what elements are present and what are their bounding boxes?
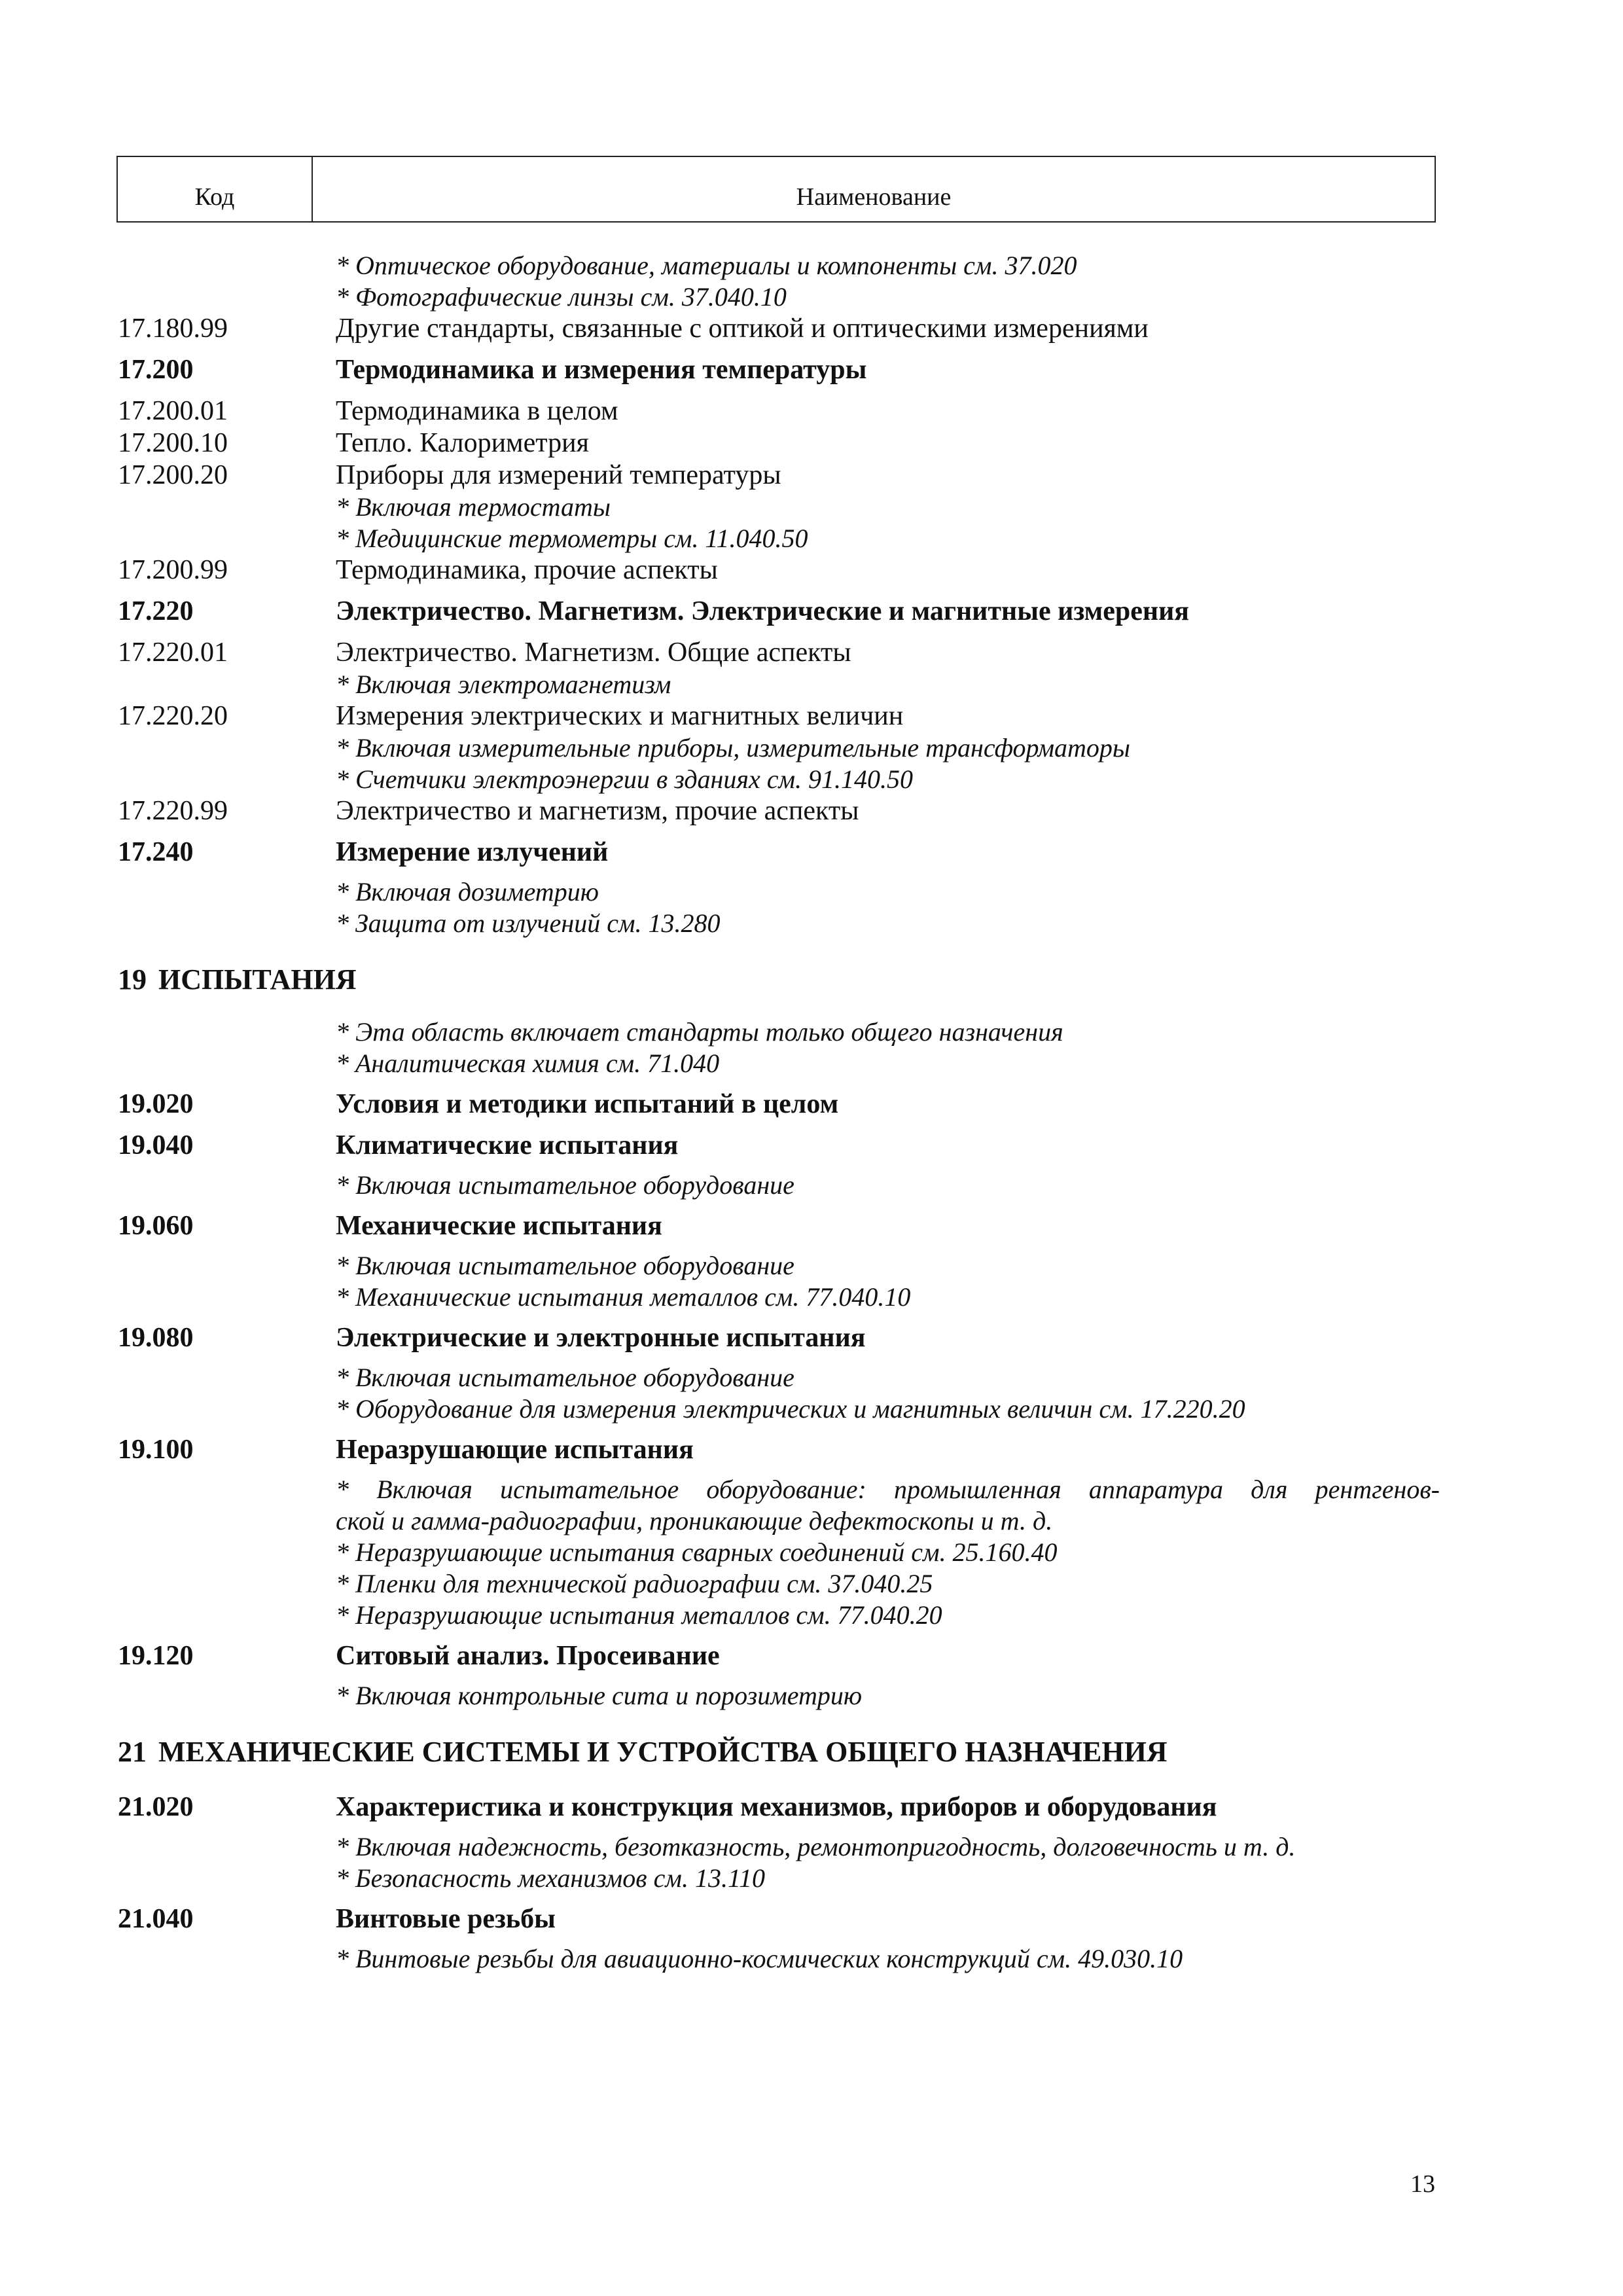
entry-code: 17.220.99 bbox=[118, 796, 228, 826]
group-row bbox=[118, 1088, 1440, 1121]
note-group bbox=[336, 250, 1440, 313]
entry-title: Условия и методики испытаний в целом bbox=[336, 1089, 839, 1119]
note-line: ской и гамма-радиографии, проникающие дефектоскопы и т. д. bbox=[336, 1506, 1053, 1535]
entry-title: Другие стандарты, связанные с оптикой и оптическими измерениями bbox=[336, 314, 1149, 344]
note-line: * Оптическое оборудование, материалы и компоненты см. 37.020 bbox=[336, 251, 1077, 280]
entry-title: Термодинамика и измерения температуры bbox=[336, 355, 867, 385]
entry-code: 17.220.20 bbox=[118, 701, 228, 731]
subgroup-row bbox=[118, 700, 1440, 732]
note-line: * Оборудование для измерения электрических и магнитных величин см. 17.220.20 bbox=[336, 1394, 1245, 1424]
entry-code: 21.020 bbox=[118, 1792, 194, 1822]
entry-code: 17.200 bbox=[118, 355, 194, 385]
note-line: * Неразрушающие испытания сварных соединений см. 25.160.40 bbox=[336, 1537, 1058, 1567]
entry-code: 19.100 bbox=[118, 1435, 194, 1465]
entry-code: 17.220 bbox=[118, 596, 194, 626]
group-row bbox=[118, 596, 1440, 628]
group-row bbox=[118, 1903, 1440, 1935]
note-group bbox=[336, 669, 1440, 700]
note-line: * Включая испытательное оборудование bbox=[336, 1363, 794, 1392]
header-code-column: Код bbox=[118, 157, 313, 221]
note-group bbox=[336, 1680, 1440, 1712]
note-line: * Эта область включает стандарты только общего назначения bbox=[336, 1017, 1063, 1047]
entry-title: Неразрушающие испытания bbox=[336, 1435, 694, 1465]
entry-title: Термодинамика, прочие аспекты bbox=[336, 555, 718, 585]
subgroup-row bbox=[118, 795, 1440, 827]
group-row bbox=[118, 1640, 1440, 1672]
section-title: ИСПЫТАНИЯ bbox=[158, 963, 357, 996]
note-line: * Включая измерительные приборы, измерительные трансформаторы bbox=[336, 733, 1131, 762]
note-line: * Фотографические линзы см. 37.040.10 bbox=[336, 282, 787, 312]
note-line: * Включая контрольные сита и порозиметрию bbox=[336, 1681, 863, 1710]
entry-title: Электричество и магнетизм, прочие аспекты bbox=[336, 796, 859, 826]
section-number: 21 bbox=[118, 1736, 147, 1768]
page-number: 13 bbox=[1410, 2170, 1435, 2198]
entry-code: 19.120 bbox=[118, 1641, 194, 1671]
entry-title: Климатические испытания bbox=[336, 1130, 679, 1160]
note-line: * Включая испытательное оборудование bbox=[336, 1251, 794, 1280]
group-row bbox=[118, 1434, 1440, 1466]
note-line: * Пленки для технической радиографии см. 37.040.25 bbox=[336, 1569, 933, 1598]
entry-code: 17.200.10 bbox=[118, 428, 228, 458]
group-row bbox=[118, 1322, 1440, 1354]
note-group bbox=[336, 876, 1440, 939]
entry-title: Электричество. Магнетизм. Электрические и магнитные измерения bbox=[336, 596, 1189, 626]
entry-title: Характеристика и конструкция механизмов, приборов и оборудования bbox=[336, 1792, 1217, 1822]
note-line: * Безопасность механизмов см. 13.110 bbox=[336, 1863, 765, 1893]
note-group bbox=[336, 1170, 1440, 1201]
entry-title: Измерения электрических и магнитных величин bbox=[336, 701, 904, 731]
entry-code: 19.020 bbox=[118, 1089, 194, 1119]
note-line: * Аналитическая химия см. 71.040 bbox=[336, 1049, 720, 1078]
note-line: * Включая термостаты bbox=[336, 492, 611, 522]
note-line: * Винтовые резьбы для авиационно-космических конструкций см. 49.030.10 bbox=[336, 1944, 1183, 1973]
entry-code: 17.200.01 bbox=[118, 396, 228, 426]
entry-code: 17.180.99 bbox=[118, 314, 228, 344]
note-line: * Счетчики электроэнергии в зданиях см. 91.140.50 bbox=[336, 764, 914, 794]
subgroup-row bbox=[118, 554, 1440, 586]
note-group bbox=[336, 1943, 1440, 1975]
entry-title: Термодинамика в целом bbox=[336, 396, 618, 426]
entry-code: 19.080 bbox=[118, 1323, 194, 1353]
entry-code: 19.040 bbox=[118, 1130, 194, 1160]
note-group bbox=[336, 732, 1440, 795]
entry-title: Винтовые резьбы bbox=[336, 1904, 556, 1934]
entry-code: 17.200.99 bbox=[118, 555, 228, 585]
subgroup-row bbox=[118, 637, 1440, 669]
group-row bbox=[118, 354, 1440, 386]
subgroup-row bbox=[118, 459, 1440, 492]
subgroup-row bbox=[118, 395, 1440, 427]
header-name-column: Наименование bbox=[796, 183, 952, 211]
note-line: * Включая испытательное оборудование: промышленная аппаратура для рентгенов- bbox=[336, 1475, 1440, 1504]
note-line: * Неразрушающие испытания металлов см. 77.040.20 bbox=[336, 1600, 942, 1630]
note-line: * Включая надежность, безотказность, ремонтопригодность, долговечность и т. д. bbox=[336, 1832, 1296, 1861]
entry-title: Приборы для измерений температуры bbox=[336, 460, 781, 490]
note-group bbox=[336, 1474, 1440, 1631]
note-line: * Защита от излучений см. 13.280 bbox=[336, 908, 721, 938]
note-group bbox=[336, 1362, 1440, 1425]
entry-title: Электричество. Магнетизм. Общие аспекты bbox=[336, 637, 851, 668]
note-group bbox=[336, 1831, 1440, 1894]
entry-title: Электрические и электронные испытания bbox=[336, 1323, 866, 1353]
note-group bbox=[336, 492, 1440, 554]
entry-code: 21.040 bbox=[118, 1904, 194, 1934]
entry-title: Механические испытания bbox=[336, 1211, 662, 1241]
group-row bbox=[118, 1130, 1440, 1162]
section-heading bbox=[118, 1735, 1440, 1769]
subgroup-row bbox=[118, 313, 1440, 345]
table-header bbox=[116, 156, 1436, 223]
group-row bbox=[118, 1210, 1440, 1242]
note-line: * Включая дозиметрию bbox=[336, 877, 599, 906]
subgroup-row bbox=[118, 427, 1440, 459]
note-line: * Медицинские термометры см. 11.040.50 bbox=[336, 524, 808, 553]
note-group bbox=[336, 1250, 1440, 1313]
section-number: 19 bbox=[118, 963, 147, 996]
entry-code: 17.240 bbox=[118, 837, 194, 867]
entry-code: 19.060 bbox=[118, 1211, 194, 1241]
group-row bbox=[118, 836, 1440, 869]
note-group bbox=[336, 1016, 1440, 1079]
group-row bbox=[118, 1791, 1440, 1823]
entry-title: Тепло. Калориметрия bbox=[336, 428, 589, 458]
classification-list bbox=[118, 250, 1440, 1975]
entry-code: 17.200.20 bbox=[118, 460, 228, 490]
section-heading bbox=[118, 963, 1440, 997]
section-title: МЕХАНИЧЕСКИЕ СИСТЕМЫ И УСТРОЙСТВА ОБЩЕГО НАЗНАЧЕНИЯ bbox=[158, 1736, 1168, 1768]
entry-title: Измерение излучений bbox=[336, 837, 609, 867]
note-line: * Включая электромагнетизм bbox=[336, 670, 671, 699]
entry-title: Ситовый анализ. Просеивание bbox=[336, 1641, 720, 1671]
entry-code: 17.220.01 bbox=[118, 637, 228, 668]
note-line: * Механические испытания металлов см. 77.040.10 bbox=[336, 1282, 911, 1312]
note-line: * Включая испытательное оборудование bbox=[336, 1170, 794, 1200]
